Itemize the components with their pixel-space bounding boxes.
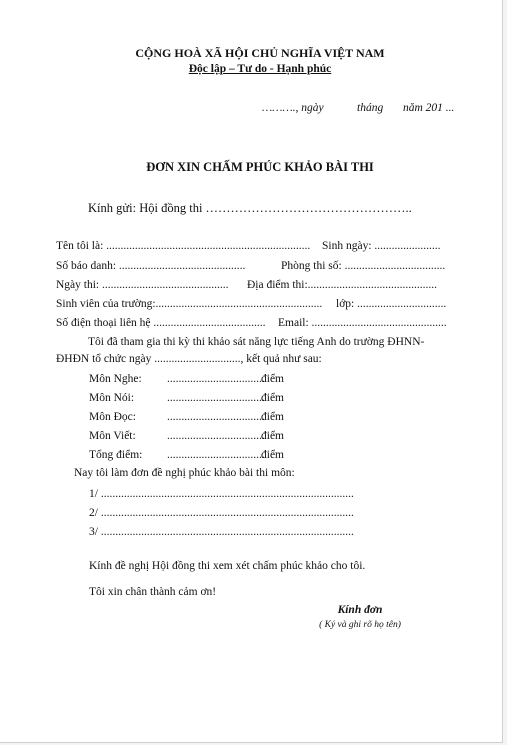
field-name: Tên tôi là: ....................................................................... — [56, 240, 311, 252]
field-dob: Sinh ngày: ....................... — [322, 240, 441, 252]
request-intro: Nay tôi làm đơn đề nghị phúc khảo bài thi môn: — [74, 467, 295, 479]
score-dots: .................................. — [167, 392, 265, 404]
score-unit: điểm — [261, 392, 284, 404]
signature-note: ( Ký và ghi rõ họ tên) — [319, 620, 401, 630]
recipient-line: Kính gửi: Hội đồng thi ………………………………………….. — [88, 201, 412, 215]
score-unit: điểm — [261, 449, 284, 461]
score-unit: điểm — [261, 373, 284, 385]
signature-title: Kính đơn — [337, 604, 383, 616]
request-line: 2/ ........................................................................................ — [89, 507, 354, 519]
motto: Độc lập – Tư do - Hạnh phúc — [188, 63, 332, 75]
score-dots: .................................. — [167, 449, 265, 461]
request-line: 1/ ........................................................................................ — [89, 488, 354, 500]
field-candidate-number: Số báo danh: ............................................ — [56, 260, 246, 272]
score-unit: điểm — [261, 430, 284, 442]
date-day: ………., ngày — [262, 102, 324, 114]
score-label: Môn Viết: — [89, 430, 136, 442]
score-label: Môn Nói: — [89, 392, 135, 404]
date-year: năm 201 ... — [403, 102, 455, 114]
date-month: tháng — [357, 102, 384, 114]
score-dots: .................................. — [167, 430, 265, 442]
field-exam-room: Phòng thi số: ................................... — [281, 260, 446, 272]
score-label: Môn Nghe: — [89, 373, 142, 385]
field-email: Email: ............................................... — [278, 317, 447, 329]
field-exam-date: Ngày thi: ............................................ — [56, 279, 229, 291]
score-label: Tổng điểm: — [89, 449, 143, 461]
statement-line-2: ĐHĐN tổ chức ngày .............................., kết quả như sau: — [56, 353, 322, 365]
score-unit: điểm — [261, 411, 284, 423]
statement-line-1: Tôi đã tham gia thi kỳ thi khảo sát năng lực tiếng Anh do trường ĐHNN- — [88, 336, 425, 348]
document-title: ĐƠN XIN CHẤM PHÚC KHẢO BÀI THI — [146, 160, 374, 174]
field-exam-place: Địa điểm thi:............................................. — [247, 279, 438, 291]
field-class: lớp: ............................... — [336, 298, 447, 310]
request-line: 3/ ........................................................................................ — [89, 526, 354, 538]
field-phone: Số điện thoại liên hệ ....................................... — [56, 317, 266, 329]
field-school: Sinh viên của trường:.......................................................... — [56, 298, 323, 310]
score-dots: .................................. — [167, 373, 265, 385]
closing-request: Kính đề nghị Hội đồng thi xem xét chấm phúc khảo cho tôi. — [89, 560, 366, 572]
score-label: Môn Đọc: — [89, 411, 136, 423]
closing-thanks: Tôi xin chân thành cảm ơn! — [89, 586, 217, 598]
country-header: CỘNG HOÀ XÃ HỘI CHỦ NGHĨA VIỆT NAM — [135, 46, 385, 60]
score-dots: .................................. — [167, 411, 265, 423]
